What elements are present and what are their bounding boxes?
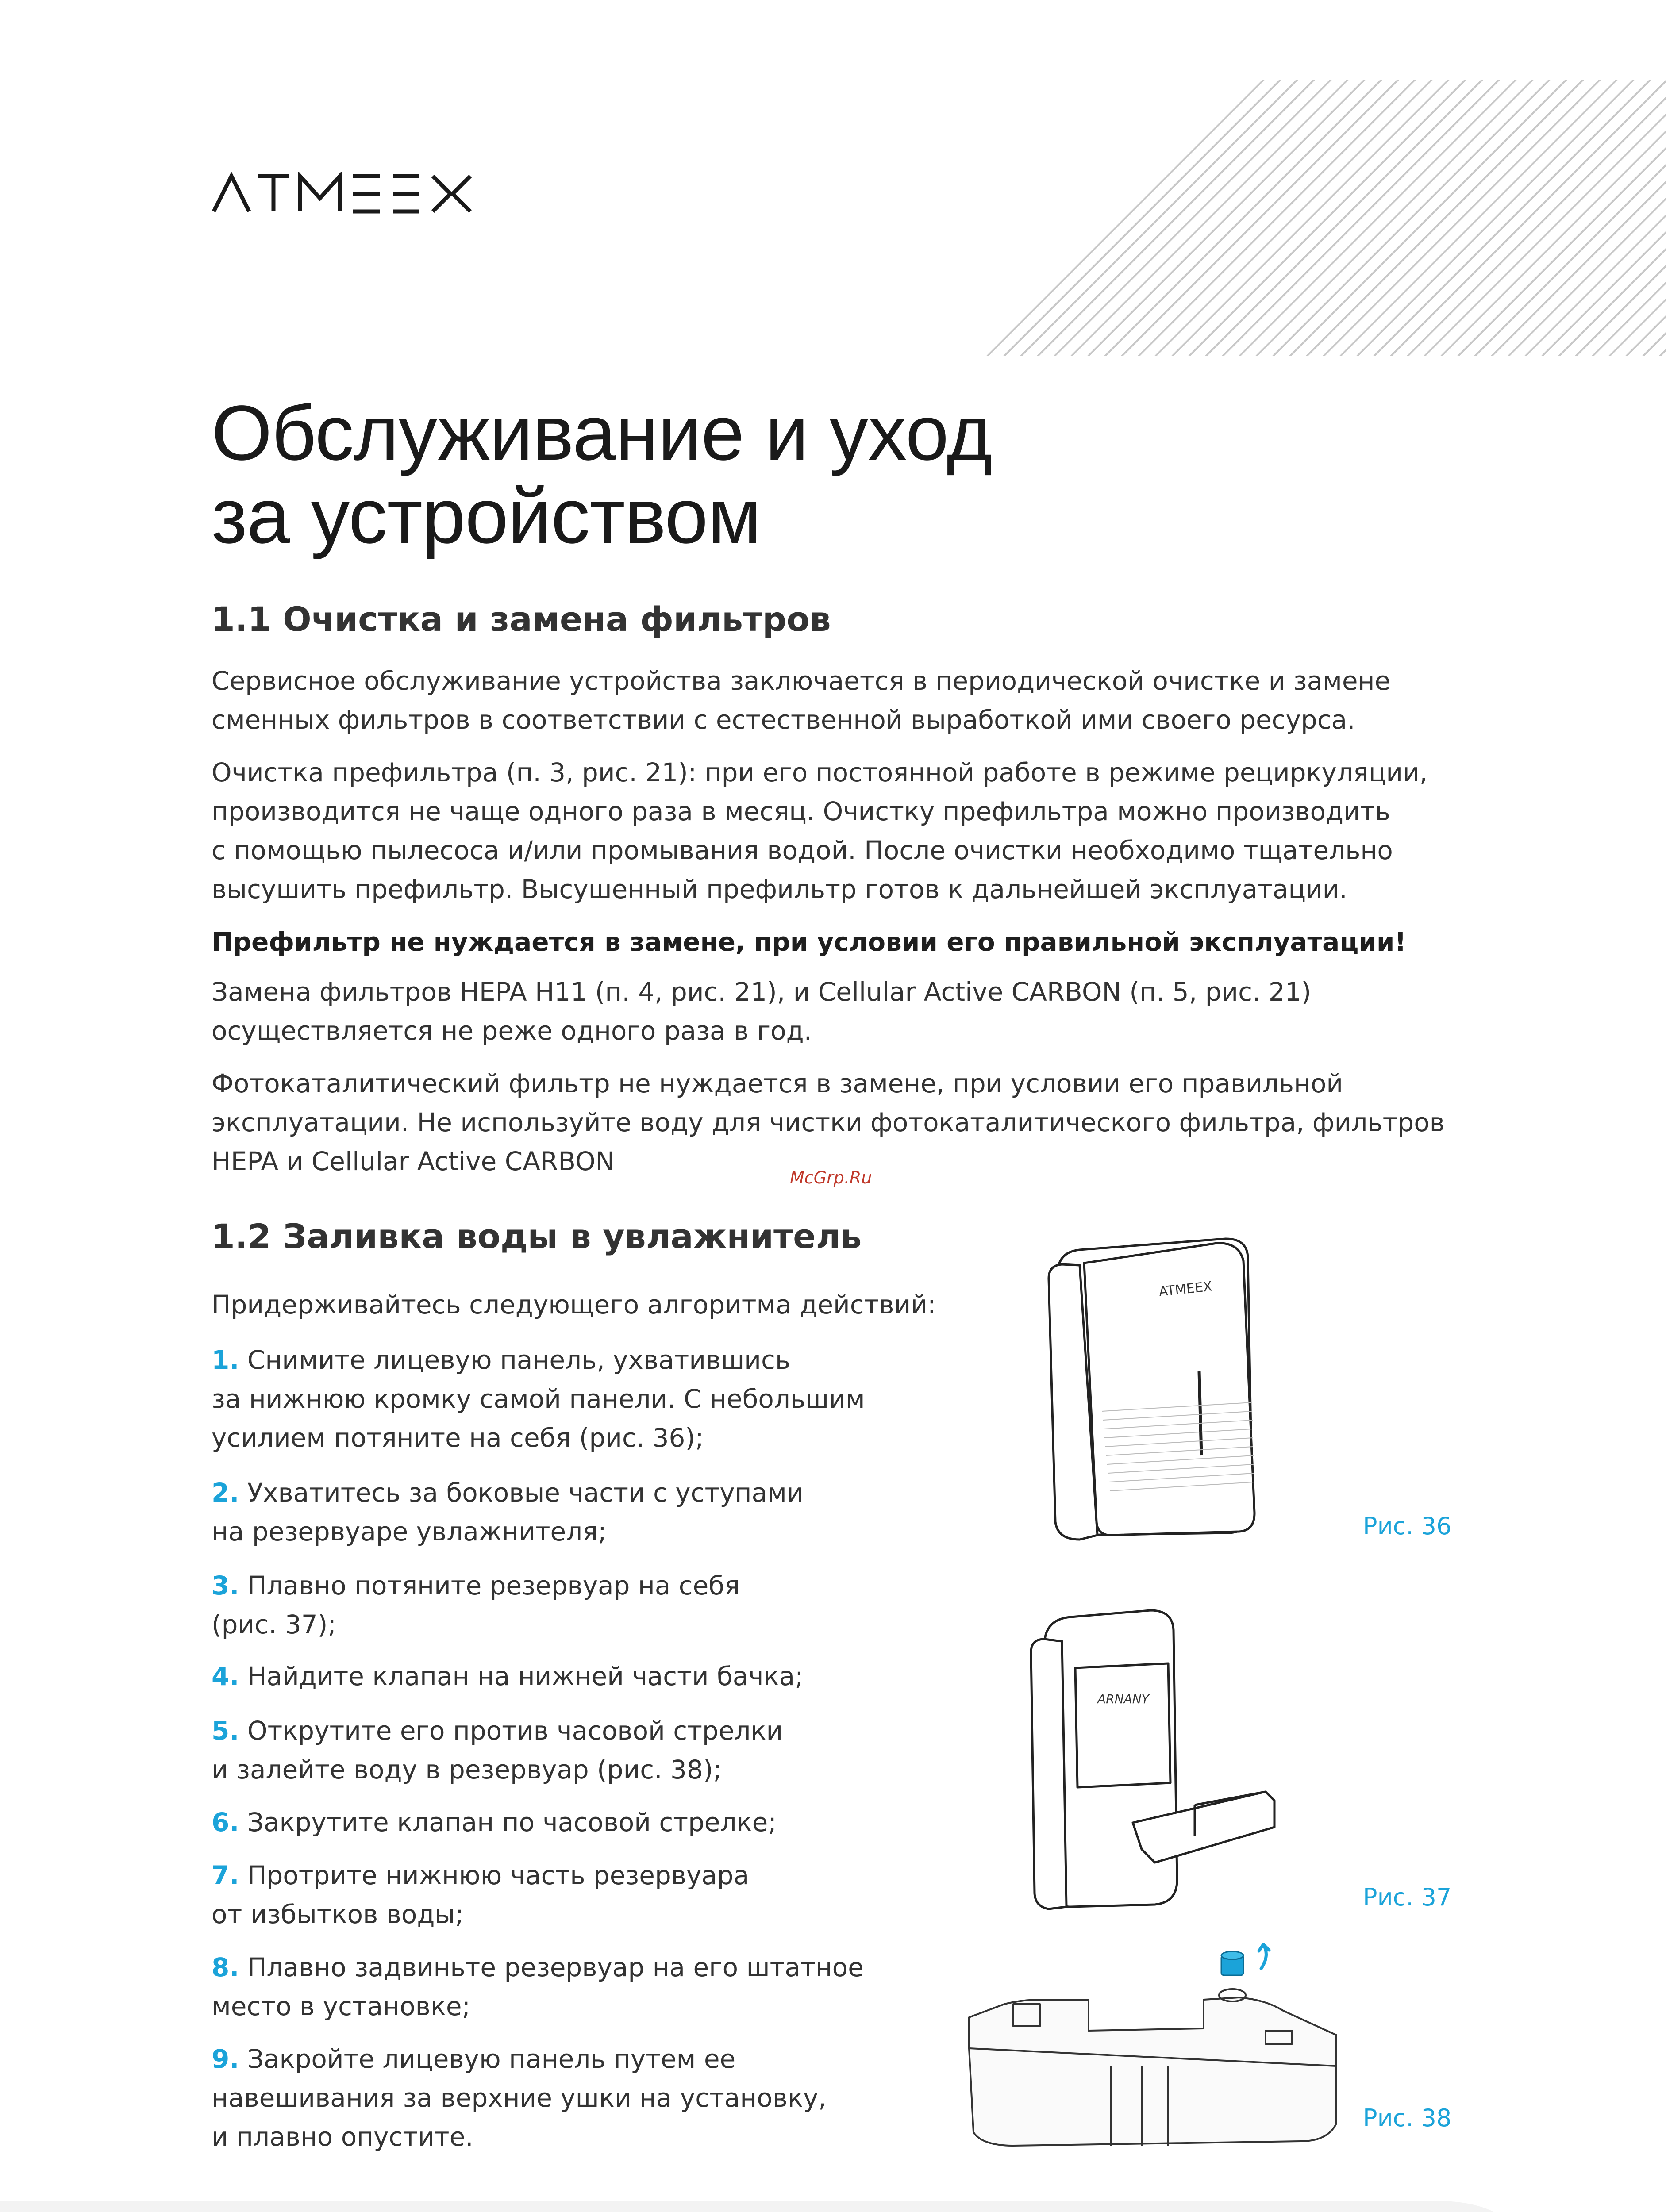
- step-number: 5.: [212, 1716, 239, 1746]
- step-line: [212, 2117, 986, 2156]
- hatch-line: [1004, 80, 1281, 356]
- step-9: [212, 2039, 986, 2156]
- hatch-line: [978, 80, 1045, 356]
- hatch-line: [978, 80, 1163, 356]
- step-5: [212, 1711, 986, 1789]
- hatch-line: [1374, 80, 1651, 356]
- hatch-line: [978, 80, 1028, 356]
- step-number: 9.: [212, 2044, 239, 2074]
- step-text: навешивания за верхние ушки на установку,: [212, 2083, 827, 2113]
- hatch-line: [1256, 80, 1533, 356]
- step-line: [212, 1605, 986, 1644]
- step-text: и залейте воду в резервуар (рис. 38);: [212, 1755, 722, 1785]
- step-number: 2.: [212, 1478, 239, 1508]
- section-heading-water: 1.2 Заливка воды в увлажнитель: [212, 1217, 862, 1256]
- step-4: [212, 1657, 986, 1696]
- step-text: Ухватитесь за боковые части с уступами: [247, 1478, 804, 1508]
- steps-intro: Придерживайтесь следующего алгоритма действий:: [212, 1290, 936, 1320]
- step-number: 7.: [212, 1860, 239, 1890]
- page-title: [212, 392, 1406, 558]
- figure-37-tank-removal: [1009, 1597, 1292, 1916]
- step-text: Закрутите клапан по часовой стрелке;: [247, 1807, 777, 1837]
- paragraph-prefilter-cleaning: [212, 753, 1486, 909]
- hatch-line: [1324, 80, 1600, 356]
- decorative-hatching: [978, 80, 1666, 356]
- hatch-line: [1239, 80, 1516, 356]
- hatch-line: [1475, 80, 1666, 356]
- hatch-line: [978, 80, 995, 356]
- step-text: Плавно задвиньте резервуар на его штатное: [247, 1952, 864, 1982]
- step-7: [212, 1856, 986, 1934]
- step-line: [212, 1803, 986, 1842]
- step-text: на резервуаре увлажнителя;: [212, 1517, 607, 1547]
- text-line: Очистка префильтра (п. 3, рис. 21): при его постоянной работе в режиме рециркуляции,: [212, 757, 1428, 787]
- step-line: [212, 1856, 986, 1895]
- text-line: высушить префильтр. Высушенный префильтр готов к дальнейшей эксплуатации.: [212, 874, 1347, 904]
- hatch-line: [1155, 80, 1432, 356]
- step-2: [212, 1473, 986, 1551]
- text-line: сменных фильтров в соответствии с естественной выработкой ими своего ресурса.: [212, 705, 1355, 735]
- hatch-line: [978, 80, 1012, 356]
- step-line: [212, 2078, 986, 2117]
- paragraph-service: [212, 661, 1486, 739]
- rotate-arrow-icon: [1259, 1944, 1269, 1969]
- hatch-line: [1189, 80, 1466, 356]
- step-text: Снимите лицевую панель, ухватившись: [247, 1345, 791, 1375]
- hatch-line: [978, 80, 1062, 356]
- hatch-line: [1172, 80, 1449, 356]
- step-number: 1.: [212, 1345, 239, 1375]
- step-line: [212, 1987, 986, 2026]
- hatch-line: [1340, 80, 1617, 356]
- device-logo-text: ATMEEX: [1158, 1279, 1213, 1300]
- step-line: [212, 1948, 986, 1987]
- section-heading-filters: 1.1 Очистка и замена фильтров: [212, 599, 831, 639]
- hatch-line: [1088, 80, 1365, 356]
- step-text: (рис. 37);: [212, 1609, 336, 1640]
- step-line: [212, 1750, 986, 1789]
- text-line: производится не чаще одного раза в месяц. Очистку префильтра можно производить: [212, 796, 1390, 826]
- step-text: Закройте лицевую панель путем ее: [247, 2044, 736, 2074]
- figure-36-caption: Рис. 36: [1363, 1512, 1452, 1540]
- hatch-line: [1408, 80, 1666, 356]
- step-6: [212, 1803, 986, 1842]
- text-line: Фотокаталитический фильтр не нуждается в замене, при условии его правильной: [212, 1068, 1343, 1098]
- hatch-line: [1054, 80, 1331, 356]
- step-line: [212, 1340, 986, 1379]
- text-line: осуществляется не реже одного раза в год.: [212, 1016, 812, 1046]
- step-number: 6.: [212, 1807, 239, 1837]
- hatch-line: [978, 80, 1129, 356]
- step-line: [212, 1379, 986, 1418]
- step-text: Найдите клапан на нижней части бачка;: [247, 1661, 804, 1691]
- valve-cap-icon: [1221, 1951, 1243, 1975]
- hatch-line: [1021, 80, 1297, 356]
- step-3: [212, 1566, 986, 1644]
- hatch-line: [1105, 80, 1381, 356]
- hatch-line: [1206, 80, 1482, 356]
- step-line: [212, 1566, 986, 1605]
- step-1: [212, 1340, 986, 1457]
- text-line: Сервисное обслуживание устройства заключается в периодической очистке и замене: [212, 666, 1391, 696]
- step-line: [212, 1895, 986, 1934]
- figure-36-device-panel: [1031, 1225, 1279, 1544]
- paragraph-photocatalytic: [212, 1064, 1486, 1181]
- text-line: HEPA и Cellular Active CARBON: [212, 1146, 615, 1176]
- hatch-line: [1071, 80, 1348, 356]
- title-line-2: за устройством: [212, 473, 761, 560]
- step-8: [212, 1948, 986, 2026]
- figure-38-tank-valve: [956, 1933, 1345, 2172]
- figure-38-caption: Рис. 38: [1363, 2104, 1452, 2132]
- step-text: за нижнюю кромку самой панели. С небольшим: [212, 1384, 865, 1414]
- hatch-line: [1357, 80, 1634, 356]
- footer-background: [0, 2201, 1666, 2212]
- hatch-line: [1273, 80, 1550, 356]
- hatch-line: [1290, 80, 1566, 356]
- hatch-line: [1038, 80, 1314, 356]
- hatch-line: [1576, 80, 1666, 356]
- hatch-line: [1223, 80, 1499, 356]
- figure-37-caption: Рис. 37: [1363, 1883, 1452, 1911]
- device-brand-text: ARNANY: [1097, 1692, 1149, 1706]
- step-text: Открутите его против часовой стрелки: [247, 1716, 783, 1746]
- step-line: [212, 1473, 986, 1512]
- text-line: Замена фильтров HEPA H11 (п. 4, рис. 21), и Cellular Active CARBON (п. 5, рис. 21): [212, 977, 1312, 1007]
- step-text: от избытков воды;: [212, 1899, 464, 1929]
- text-line: с помощью пылесоса и/или промывания водой. После очистки необходимо тщательно: [212, 835, 1393, 865]
- step-text: усилием потяните на себя (рис. 36);: [212, 1423, 704, 1453]
- hatch-line: [987, 80, 1264, 356]
- title-line-1: Обслуживание и уход: [212, 390, 992, 476]
- atmeex-logo: [212, 172, 486, 216]
- step-text: место в установке;: [212, 1991, 471, 2021]
- step-text: Протрите нижнюю часть резервуара: [247, 1860, 750, 1890]
- text-line: эксплуатации. Не используйте воду для чистки фотокаталитического фильтра, фильтров: [212, 1107, 1445, 1137]
- hatch-line: [1391, 80, 1666, 356]
- step-number: 4.: [212, 1661, 239, 1691]
- watermark: McGrp.Ru: [790, 1168, 872, 1187]
- step-number: 8.: [212, 1952, 239, 1982]
- step-text: Плавно потяните резервуар на себя: [247, 1571, 740, 1601]
- paragraph-prefilter-warning: Префильтр не нуждается в замене, при условии его правильной эксплуатации!: [212, 927, 1407, 957]
- hatch-line: [1307, 80, 1583, 356]
- hatch-line: [1139, 80, 1415, 356]
- paragraph-filter-replacement: [212, 972, 1486, 1050]
- step-number: 3.: [212, 1571, 239, 1601]
- step-text: и плавно опустите.: [212, 2122, 473, 2152]
- step-line: [212, 1512, 986, 1551]
- hatch-line: [1122, 80, 1398, 356]
- step-line: [212, 1711, 986, 1750]
- step-line: [212, 1418, 986, 1457]
- step-line: [212, 2039, 986, 2078]
- step-line: [212, 1657, 986, 1696]
